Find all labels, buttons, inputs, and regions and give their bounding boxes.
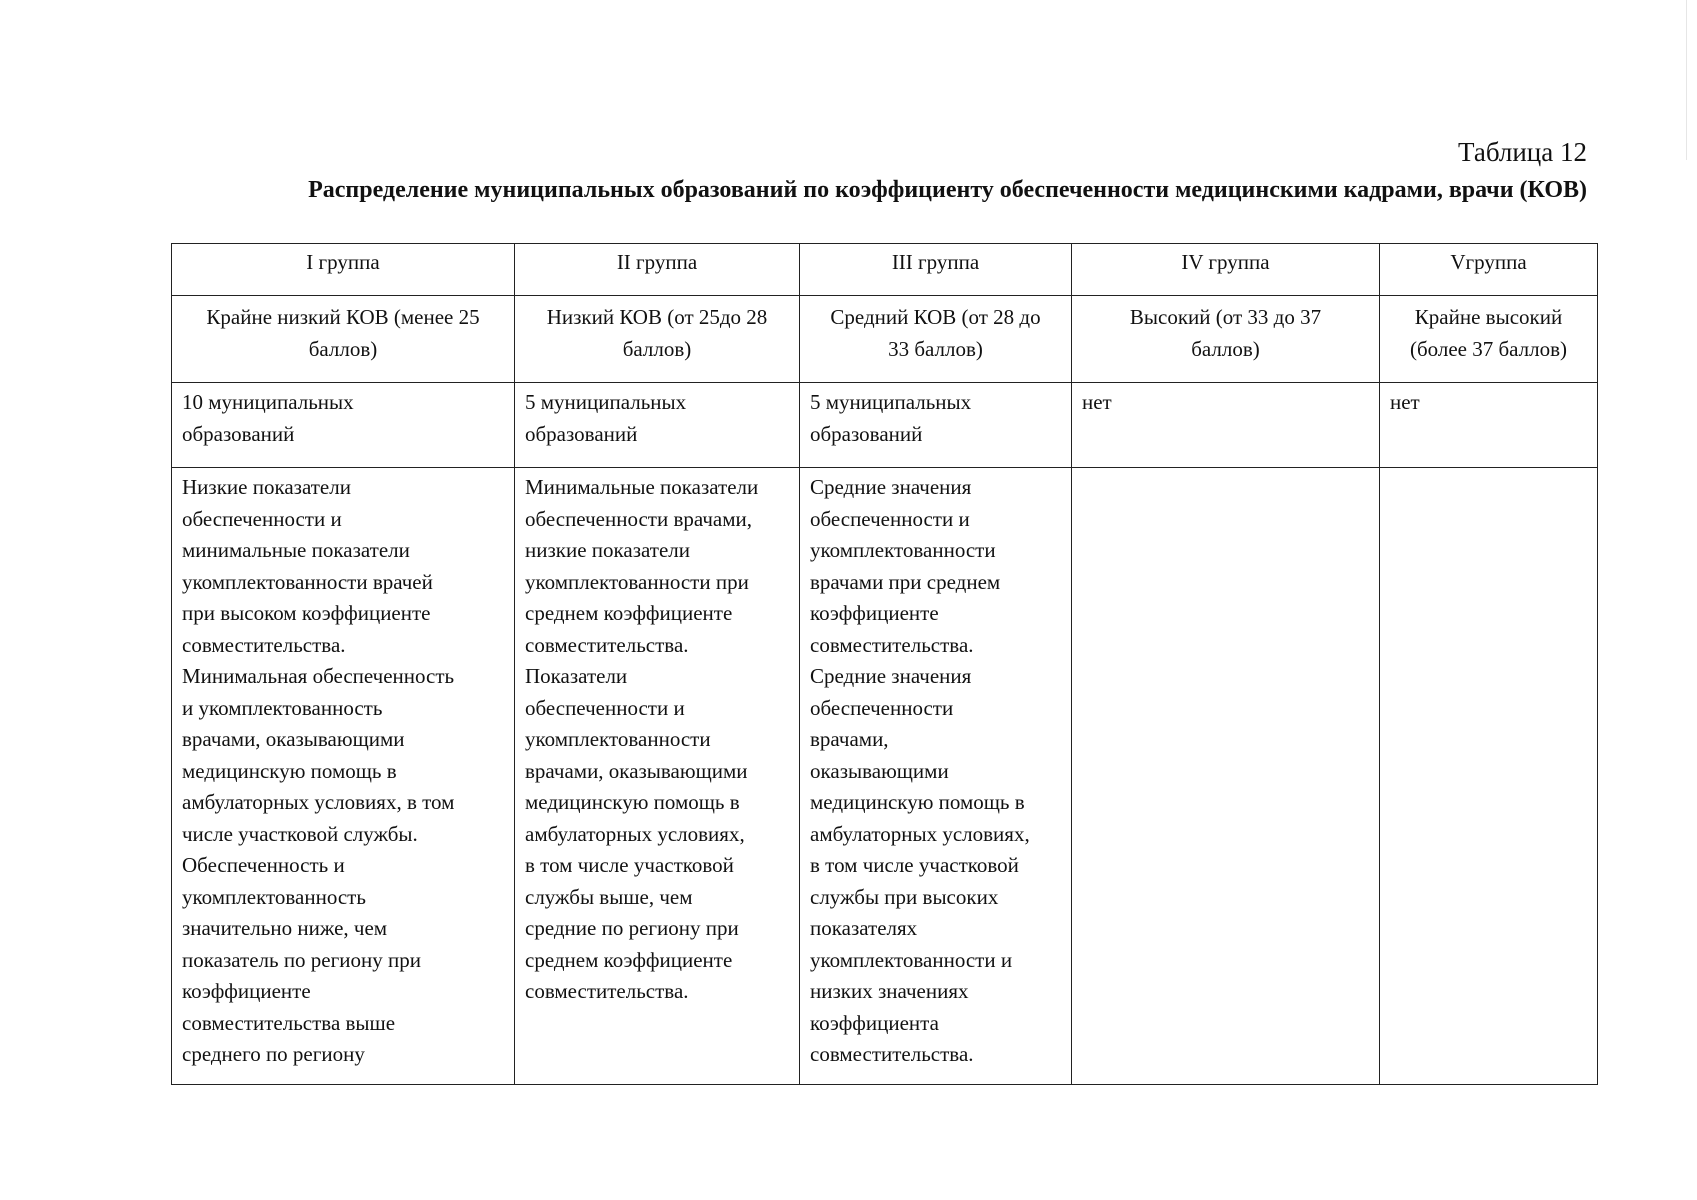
table-row-groups: [172, 244, 1598, 296]
count-cell-2: 5 муниципальных образований: [515, 383, 800, 468]
table-title: Распределение муниципальных образований по коэффициенту обеспеченности медицинскими кадрами, врачи (КОВ): [308, 177, 1587, 203]
table-row-levels: [172, 296, 1598, 383]
description-cell-3: Средние значения обеспеченности и укомплектованности врачами при среднем коэффициенте совместительства. Средние значения обеспеченности врачами, оказывающими медицинскую помощь в амбулаторных условиях, в том числе участковой службы при высоких показателях укомплектованности и низких значениях коэффициента совместительства.: [800, 468, 1072, 1085]
description-cell-1: Низкие показатели обеспеченности и минимальные показатели укомплектованности врачей при высоком коэффициенте совместительства. Минимальная обеспеченность и укомплектованность врачами, оказывающими медицинскую помощь в амбулаторных условиях, в том числе участковой службы. Обеспеченность и укомплектованность значительно ниже, чем показатель по региону при коэффициенте совместительства выше среднего по региону: [172, 468, 515, 1085]
level-cell-4: Высокий (от 33 до 37 баллов): [1072, 296, 1380, 383]
level-cell-3: Средний КОВ (от 28 до 33 баллов): [800, 296, 1072, 383]
group-header-3: III группа: [800, 244, 1072, 296]
description-cell-4: [1072, 468, 1380, 1085]
table-row-counts: [172, 383, 1598, 468]
table-number: Таблица 12: [1458, 137, 1587, 167]
distribution-table: [171, 243, 1598, 1085]
count-cell-5: нет: [1380, 383, 1598, 468]
level-cell-2: Низкий КОВ (от 25до 28 баллов): [515, 296, 800, 383]
count-cell-4: нет: [1072, 383, 1380, 468]
group-header-4: IV группа: [1072, 244, 1380, 296]
count-cell-3: 5 муниципальных образований: [800, 383, 1072, 468]
level-cell-1: Крайне низкий КОВ (менее 25 баллов): [172, 296, 515, 383]
table-row-descriptions: [172, 468, 1598, 1085]
description-cell-5: [1380, 468, 1598, 1085]
level-cell-5: Крайне высокий (более 37 баллов): [1380, 296, 1598, 383]
group-header-1: I группа: [172, 244, 515, 296]
scan-edge-line: [1686, 0, 1687, 160]
group-header-2: II группа: [515, 244, 800, 296]
count-cell-1: 10 муниципальных образований: [172, 383, 515, 468]
description-cell-2: Минимальные показатели обеспеченности врачами, низкие показатели укомплектованности при среднем коэффициенте совместительства. Показатели обеспеченности и укомплектованности врачами, оказывающими медицинскую помощь в амбулаторных условиях, в том числе участковой службы выше, чем средние по региону при среднем коэффициенте совместительства.: [515, 468, 800, 1085]
group-header-5: Vгруппа: [1380, 244, 1598, 296]
